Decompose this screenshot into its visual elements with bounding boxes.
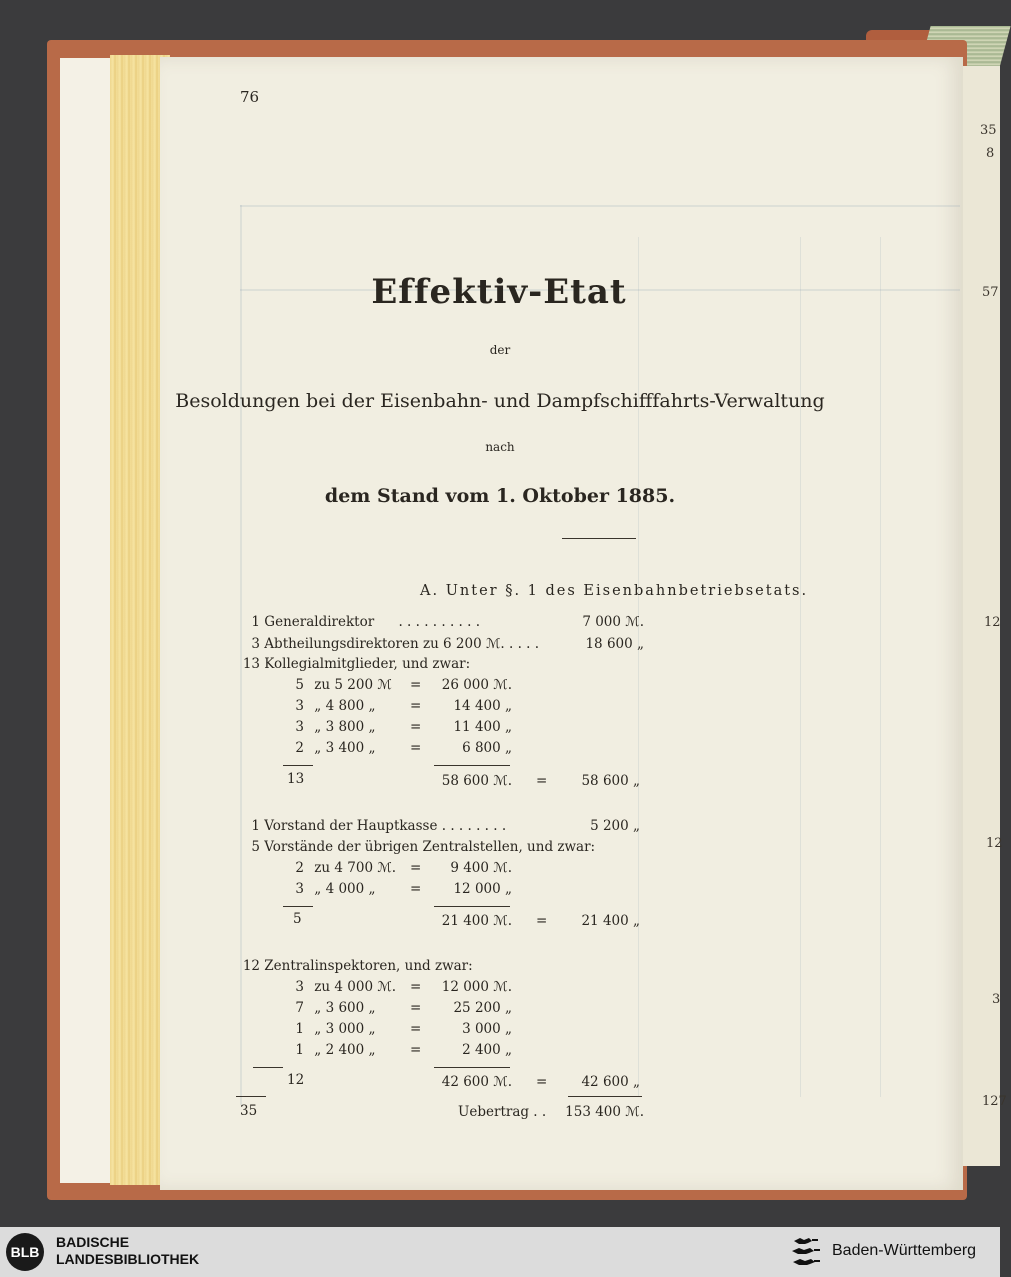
equals-sign: =: [410, 881, 422, 897]
equals-sign: =: [410, 719, 422, 735]
list-item: 5 Vorstände der übrigen Zentralstellen, und zwar:: [251, 839, 596, 855]
subtotal: 26 000 ℳ.: [441, 677, 512, 693]
equals-sign: =: [410, 698, 422, 714]
subtotal: 6 800 „: [462, 740, 512, 756]
equals-sign: =: [536, 1074, 548, 1090]
margin-number: 35: [980, 123, 997, 138]
breakdown-row: 3 zu 4 000 ℳ.: [295, 979, 397, 995]
sum-rule: [283, 906, 313, 907]
equals-sign: =: [410, 860, 422, 876]
breakdown-row: 1 „ 3 000 „: [295, 1021, 376, 1037]
document-title: Effektiv-Etat: [371, 272, 627, 312]
breakdown-row: 2 zu 4 700 ℳ.: [295, 860, 397, 876]
sum-rule: [434, 765, 510, 766]
library-name[interactable]: BADISCHE LANDESBIBLIOTHEK: [56, 1234, 200, 1267]
word-nach: nach: [485, 440, 515, 454]
list-item: 13 Kollegialmitglieder, und zwar:: [242, 656, 471, 672]
margin-number: 57: [982, 285, 999, 300]
amount: 5 200 „: [590, 818, 640, 834]
document-subtitle: Besoldungen bei der Eisenbahn- und Dampfschifffahrts-Verwaltung: [175, 390, 825, 412]
group-sum: 58 600 ℳ.: [441, 773, 512, 789]
subtotal: 3 000 „: [462, 1021, 512, 1037]
word-der: der: [489, 343, 511, 357]
sum-rule: [434, 1067, 510, 1068]
group-count: 5: [293, 911, 302, 927]
sum-rule: [283, 765, 313, 766]
sum-rule: [434, 906, 510, 907]
equals-sign: =: [410, 740, 422, 756]
breakdown-row: 3 „ 3 800 „: [295, 719, 376, 735]
baden-wuerttemberg-lions-icon: [790, 1236, 822, 1270]
subtotal: 9 400 ℳ.: [450, 860, 512, 876]
group-count: 12: [287, 1072, 305, 1088]
amount: 21 400 „: [581, 913, 640, 929]
blb-logo-icon[interactable]: BLB: [6, 1233, 44, 1271]
date-line: dem Stand vom 1. Oktober 1885.: [324, 485, 676, 507]
breakdown-row: 3 „ 4 800 „: [295, 698, 376, 714]
margin-number: 12: [984, 615, 1001, 630]
subtotal: 11 400 „: [453, 719, 512, 735]
uebertrag-amount: 153 400 ℳ.: [565, 1104, 644, 1120]
subtotal: 12 000 „: [453, 881, 512, 897]
amount: 58 600 „: [581, 773, 640, 789]
breakdown-row: 1 „ 2 400 „: [295, 1042, 376, 1058]
group-sum: 21 400 ℳ.: [441, 913, 512, 929]
title-divider: [562, 538, 636, 539]
subtotal: 2 400 „: [462, 1042, 512, 1058]
amount: 42 600 „: [581, 1074, 640, 1090]
amount: 7 000 ℳ.: [582, 614, 644, 630]
equals-sign: =: [536, 773, 548, 789]
group-count: 13: [287, 771, 305, 787]
breakdown-row: 7 „ 3 600 „: [295, 1000, 376, 1016]
sum-rule: [568, 1096, 642, 1097]
list-item: 3 Abtheilungsdirektoren zu 6 200 ℳ. . . . .: [251, 636, 540, 652]
equals-sign: =: [410, 1042, 422, 1058]
equals-sign: =: [410, 979, 422, 995]
subtotal: 14 400 „: [453, 698, 512, 714]
list-item: 1 Generaldirektor . . . . . . . . . .: [251, 614, 481, 630]
viewer-footer: [0, 1227, 1000, 1277]
equals-sign: =: [410, 1000, 422, 1016]
breakdown-row: 2 „ 3 400 „: [295, 740, 376, 756]
equals-sign: =: [410, 1021, 422, 1037]
section-heading: A. Unter §. 1 des Eisenbahnbetriebsetats.: [420, 583, 809, 599]
sum-rule: [253, 1067, 283, 1068]
margin-number: 12: [986, 836, 1003, 851]
margin-number: 8: [986, 146, 995, 161]
margin-number: 127: [982, 1094, 1007, 1109]
page-number: 76: [240, 88, 260, 106]
list-item: 1 Vorstand der Hauptkasse . . . . . . . .: [251, 818, 507, 834]
equals-sign: =: [410, 677, 422, 693]
list-item: 12 Zentralinspektoren, und zwar:: [242, 958, 473, 974]
equals-sign: =: [536, 913, 548, 929]
uebertrag-label: Uebertrag . .: [458, 1104, 547, 1120]
amount: 18 600 „: [585, 636, 644, 652]
sum-rule: [236, 1096, 266, 1097]
subtotal: 25 200 „: [453, 1000, 512, 1016]
state-name[interactable]: Baden-Württemberg: [832, 1242, 977, 1259]
subtotal: 12 000 ℳ.: [441, 979, 512, 995]
group-sum: 42 600 ℳ.: [441, 1074, 512, 1090]
margin-number: 3: [992, 992, 1001, 1007]
footer-count: 35: [240, 1103, 258, 1119]
breakdown-row: 5 zu 5 200 ℳ: [295, 677, 392, 693]
breakdown-row: 3 „ 4 000 „: [295, 881, 376, 897]
